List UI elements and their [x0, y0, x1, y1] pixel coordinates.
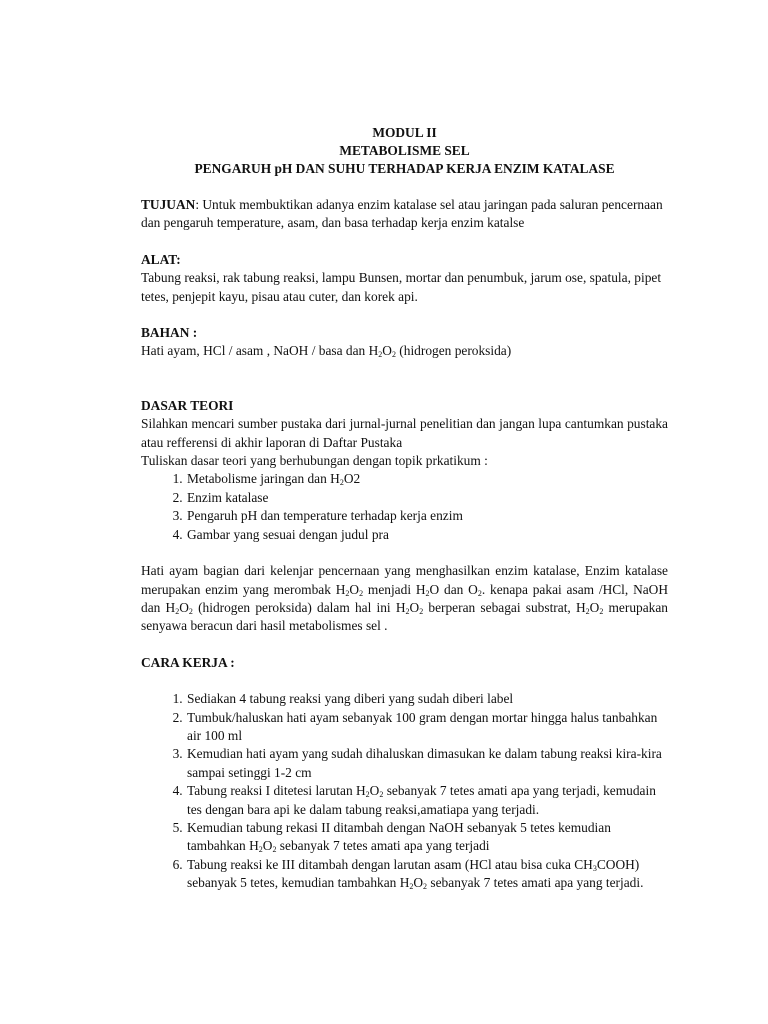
- tujuan-text: : Untuk membuktikan adanya enzim katalase sel atau jaringan pada saluran pencernaan dan pengaruh temperature, asam, dan basa terhadap kerja enzim katalse: [141, 197, 663, 231]
- bahan-section: [141, 324, 668, 361]
- cara-kerja-list: [141, 690, 668, 892]
- list-item: 1. Sediakan 4 tabung reaksi yang diberi yang sudah diberi label: [186, 690, 668, 708]
- cara-kerja-label: CARA KERJA :: [141, 654, 235, 670]
- list-item: 5. Kemudian tabung rekasi II ditambah dengan NaOH sebanyak 5 tetes kemudian tambahkan $H_2O_2$ sebanyak 7 tetes amati apa yang terjadi: [186, 819, 668, 856]
- dasar-teori-list: [141, 470, 668, 544]
- document-header: [141, 124, 668, 178]
- alat-label: ALAT:: [141, 251, 181, 267]
- subtitle: PENGARUH pH DAN SUHU TERHADAP KERJA ENZIM KATALASE: [194, 161, 615, 176]
- dasar-teori-para1: Silahkan mencari sumber pustaka dari jurnal-jurnal penelitian dan jangan lupa cantumkan pustaka atau refferensi di akhir laporan di Daftar Pustaka: [141, 416, 668, 450]
- dasar-teori-para2: Tuliskan dasar teori yang berhubungan dengan topik prkatikum :: [141, 453, 488, 469]
- cara-kerja-section: [141, 654, 668, 893]
- list-item: 3. Pengaruh pH dan temperature terhadap kerja enzim: [186, 507, 668, 525]
- alat-text: Tabung reaksi, rak tabung reaksi, lampu Bunsen, mortar dan penumbuk, jarum ose, spatula, pipet tetes, penjepit kayu, pisau atau cuter, dan korek api.: [141, 270, 662, 304]
- dasar-teori-label: DASAR TEORI: [141, 397, 234, 413]
- list-item: 6. Tabung reaksi ke III ditambah dengan larutan asam (HCl atau bisa cuka $CH_3COOH$) sebanyak 5 tetes, kemudian tambahkan $H_2O_2$ sebanyak 7 tetes amati apa yang terjadi.: [186, 856, 668, 893]
- bahan-text: Hati ayam, HCl / asam , NaOH / basa dan $H_2O_2$ (hidrogen peroksida): [141, 343, 512, 360]
- hati-ayam-paragraph: Hati ayam bagian dari kelenjar pencernaan yang menghasilkan enzim katalase, Enzim katalase merupakan enzim yang merombak $H_2O_2$ menjadi $H_2O$ dan $O_2$. kenapa pakai asam /HCl, NaOH dan $H_2O_2$ (hidrogen peroksida) dalam hal ini $H_2O_2$ berperan sebagai substrat, $H_2O_2$ merupakan senyawa beracun dari hasil metabolismes sel .: [141, 563, 669, 634]
- list-item: 2. Enzim katalase: [186, 489, 668, 507]
- bahan-label: BAHAN :: [141, 325, 198, 341]
- list-item: 4. Gambar yang sesuai dengan judul pra: [186, 526, 668, 544]
- list-item: 3. Kemudian hati ayam yang sudah dihaluskan dimasukan ke dalam tabung reaksi kira-kira sampai setinggi 1-2 cm: [186, 745, 668, 782]
- list-item: 1. Metabolisme jaringan dan $H_2O2$: [186, 470, 668, 488]
- modul-title: MODUL II: [372, 125, 437, 140]
- alat-section: [141, 251, 668, 306]
- list-item: 4. Tabung reaksi I ditetesi larutan $H_2O_2$ sebanyak 7 tetes amati apa yang terjadi, kemudain tes dengan bara api ke dalam tabung reaksi,amatiapa yang terjadi.: [186, 782, 668, 819]
- dasar-teori-section: [141, 397, 668, 544]
- topic-title: METABOLISME SEL: [339, 143, 470, 158]
- tujuan-section: [141, 196, 668, 233]
- tujuan-label: TUJUAN: [141, 197, 196, 212]
- list-item: 2. Tumbuk/haluskan hati ayam sebanyak 100 gram dengan mortar hingga halus tanbahkan air 100 ml: [186, 709, 668, 746]
